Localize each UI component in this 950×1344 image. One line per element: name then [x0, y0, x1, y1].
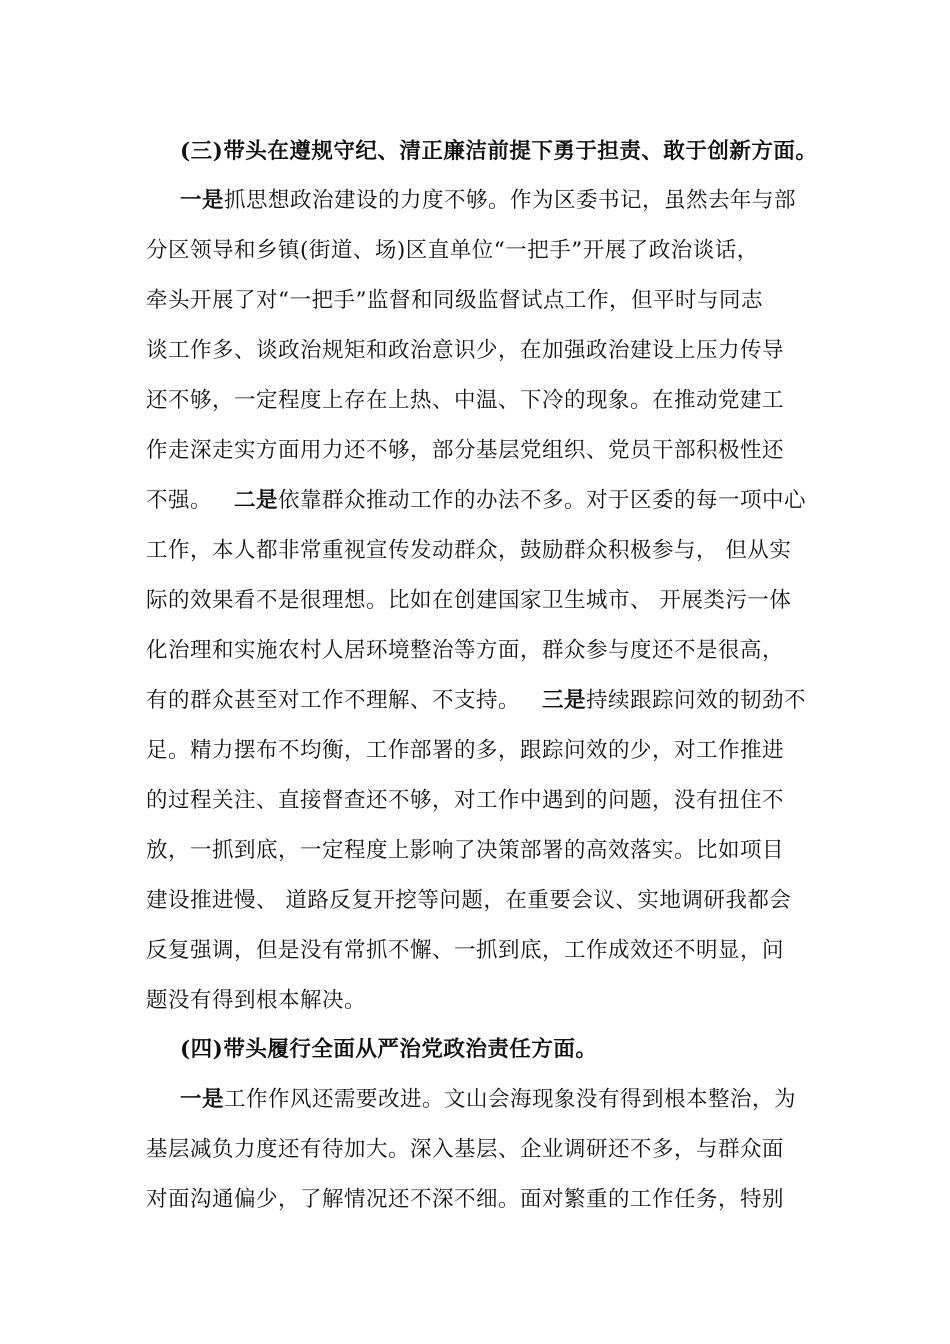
line-text: 还不够，一定程度上存在上热、中温、下冷的现象。在推动党建工	[146, 388, 785, 413]
lead-phrase: 三是	[542, 688, 587, 713]
paragraph-line	[146, 336, 784, 366]
paragraph-line	[146, 586, 791, 616]
line-text: 足。精力摆布不均衡，工作部署的多，跟踪问效的少，对工作推进	[146, 738, 785, 763]
line-text: 有的群众甚至对工作不理解、不支持。	[146, 688, 521, 713]
paragraph-line	[146, 1135, 784, 1165]
paragraph-line	[146, 786, 784, 816]
line-text: 工作作风还需要改进。文山会海现象没有得到根本整治，为	[224, 1087, 797, 1112]
paragraph-line	[146, 736, 784, 766]
lead-phrase: 二是	[234, 488, 279, 513]
line-text: 谈工作多、谈政治规矩和政治意识少，在加强政治建设上压力传导	[146, 338, 785, 363]
paragraph-line	[146, 386, 784, 416]
paragraph-line	[146, 236, 759, 266]
line-text: 放，一抓到底，一定程度上影响了决策部署的高效落实。比如项目	[146, 838, 785, 863]
paragraph-line	[146, 936, 784, 966]
paragraph-line	[146, 636, 784, 666]
line-text: 化治理和实施农村人居环境整治等方面，群众参与度还不是很高，	[146, 638, 785, 663]
paragraph-line	[146, 486, 806, 516]
paragraph-line	[146, 686, 806, 716]
line-text: 牵头开展了对“一把手”监督和同级监督试点工作，但平时与同志	[146, 288, 763, 313]
section-heading-3: (三)带头在遵规守纪、清正廉洁前提下勇于担责、敢于创新方面。	[180, 139, 818, 164]
paragraph-line	[146, 536, 791, 566]
line-text: 持续跟踪问效的韧劲不	[586, 688, 807, 713]
line-text: 际的效果看不是很理想。比如在创建国家卫生城市、 开展类污一体	[146, 588, 792, 613]
paragraph-line	[146, 286, 763, 316]
lead-phrase: 一是	[180, 188, 225, 213]
paragraph-line	[146, 1185, 784, 1215]
paragraph-line	[146, 886, 791, 916]
paragraph-line	[146, 836, 784, 866]
line-text: 对面沟通偏少，了解情况还不深不细。面对繁重的工作任务，特别	[146, 1187, 785, 1212]
paragraph-line	[180, 1085, 796, 1115]
line-text: 不强。	[146, 488, 213, 513]
line-text: 分区领导和乡镇(街道、场)区直单位“一把手”开展了政治谈话，	[146, 238, 759, 263]
line-text: 建设推进慢、 道路反复开挖等问题，在重要会议、实地调研我都会	[146, 888, 792, 913]
line-text: 抓思想政治建设的力度不够。作为区委书记，虽然去年与部	[224, 188, 797, 213]
line-text: 题没有得到根本解决。	[146, 988, 367, 1013]
paragraph-line	[146, 436, 784, 466]
line-text: 依靠群众推动工作的办法不多。对于区委的每一项中心	[278, 488, 807, 513]
line-text: 工作，本人都非常重视宣传发动群众，鼓励群众积极参与， 但从实	[146, 538, 792, 563]
section-heading-4: (四)带头履行全面从严治党政治责任方面。	[180, 1037, 598, 1062]
line-text: 反复强调，但是没有常抓不懈、一抓到底，工作成效还不明显，问	[146, 938, 785, 963]
line-text: 的过程关注、直接督查还不够，对工作中遇到的问题，没有扭住不	[146, 788, 785, 813]
paragraph-line	[146, 986, 366, 1016]
line-text: 基层减负力度还有待加大。深入基层、企业调研还不多，与群众面	[146, 1137, 785, 1162]
lead-phrase: 一是	[180, 1087, 225, 1112]
line-text: 作走深走实方面用力还不够，部分基层党组织、党员干部积极性还	[146, 438, 785, 463]
paragraph-line	[180, 186, 796, 216]
